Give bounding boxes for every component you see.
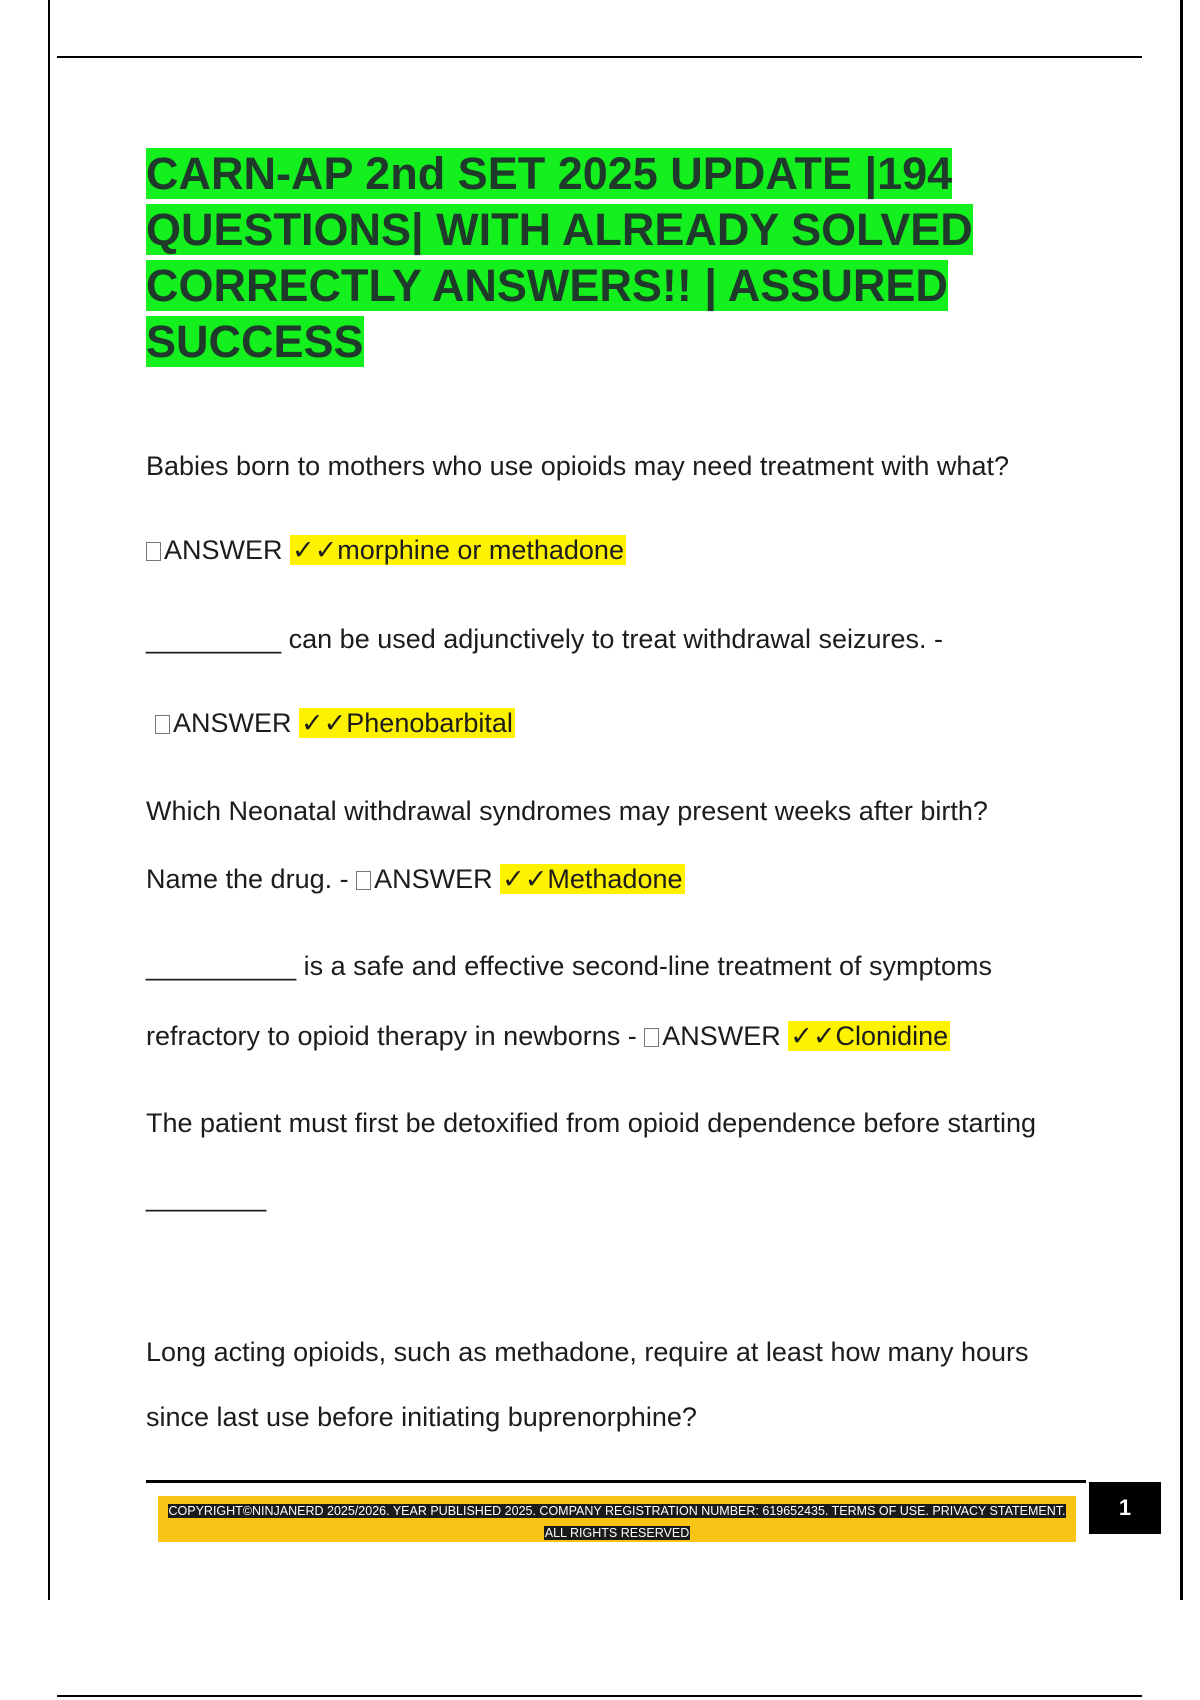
question-text: __________ is a safe and effective second-line treatment of symptoms: [146, 951, 993, 981]
question-text: The patient must first be detoxified from opioid dependence before starting: [146, 1108, 1037, 1138]
question-text: Name the drug. -: [146, 864, 349, 894]
question-answer-line: [146, 862, 685, 896]
page-number-text: 1: [1118, 1495, 1132, 1520]
question-answer-line: [146, 1019, 950, 1053]
answer-highlight: ✓✓Clonidine: [790, 1021, 949, 1051]
answer-label: ANSWER: [662, 1021, 781, 1051]
document-title-text: CARN-AP 2nd SET 2025 UPDATE |194 QUESTIONS| WITH ALREADY SOLVED CORRECTLY ANSWERS!! | ASSURED SUCCESS: [146, 148, 973, 367]
question-line: [146, 449, 1009, 483]
footer-copyright-text: COPYRIGHT©NINJANERD 2025/2026. YEAR PUBLISHED 2025. COMPANY REGISTRATION NUMBER: 619652435. TERMS OF USE. PRIVACY STATEMENT. ALL RIGHTS RESERVED: [168, 1504, 1066, 1540]
header-rule: [57, 56, 1142, 58]
answer-label: ANSWER: [173, 708, 292, 738]
question-text: Which Neonatal withdrawal syndromes may present weeks after birth?: [146, 796, 988, 826]
answer-label: ANSWER: [374, 864, 493, 894]
question-text: since last use before initiating buprenorphine?: [146, 1402, 697, 1432]
checkbox-icon: [155, 715, 170, 734]
question-line: [146, 1180, 266, 1214]
question-text: _________ can be used adjunctively to treat withdrawal seizures. -: [146, 624, 943, 654]
question-line: [146, 1400, 697, 1434]
page-right-border: [1180, 0, 1183, 1600]
answer-line: [146, 533, 626, 567]
answer-highlight: ✓✓morphine or methadone: [292, 535, 624, 565]
answer-highlight: ✓✓Methadone: [502, 864, 683, 894]
checkbox-icon: [644, 1028, 659, 1047]
question-line: [146, 622, 943, 656]
document-title: [146, 146, 1046, 370]
answer-line: [155, 706, 515, 740]
checkbox-icon: [146, 542, 161, 561]
answer-highlight: ✓✓Phenobarbital: [301, 708, 513, 738]
question-text: Babies born to mothers who use opioids may need treatment with what?: [146, 451, 1009, 481]
question-text: refractory to opioid therapy in newborns -: [146, 1021, 637, 1051]
checkbox-icon: [356, 871, 371, 890]
question-line: [146, 949, 992, 983]
footer-copyright: [158, 1500, 1076, 1544]
footer-rule: [146, 1480, 1086, 1483]
question-line: [146, 1335, 1029, 1369]
question-text: Long acting opioids, such as methadone, require at least how many hours: [146, 1337, 1029, 1367]
page-left-border: [48, 0, 50, 1600]
bottom-rule: [57, 1695, 1142, 1697]
question-line: [146, 794, 988, 828]
question-line: [146, 1106, 1036, 1140]
question-text: ________: [146, 1182, 267, 1212]
answer-label: ANSWER: [164, 535, 283, 565]
page-number: [1089, 1482, 1161, 1534]
